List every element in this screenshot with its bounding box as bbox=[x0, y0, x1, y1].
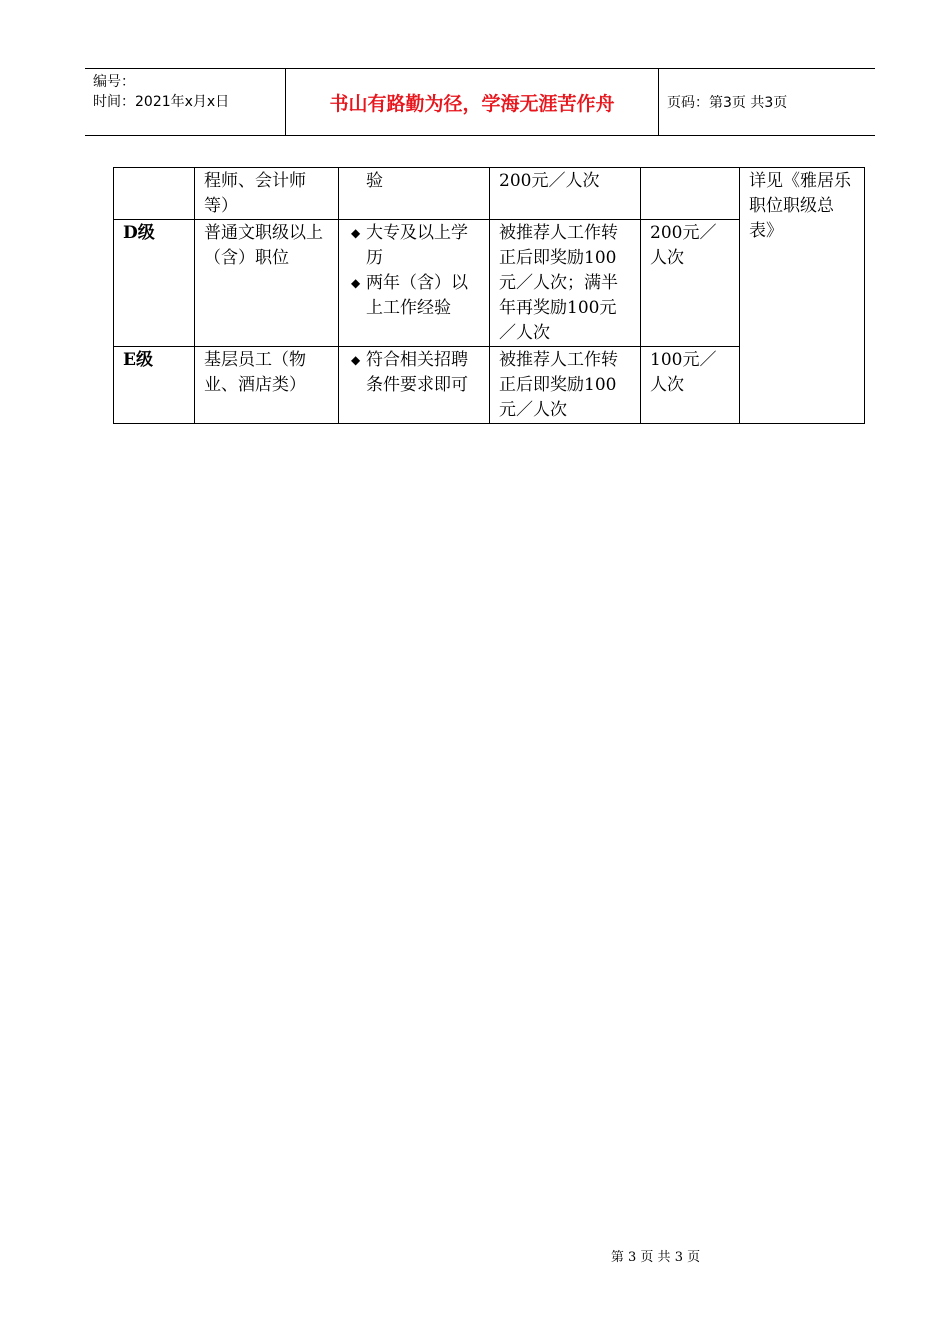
header-meta bbox=[85, 69, 286, 135]
header-page-label: 页码：第3页 共3页 bbox=[667, 95, 788, 111]
requirements-cell bbox=[339, 168, 490, 220]
doc-time-label: 时间：2021年x月x日 bbox=[93, 94, 230, 110]
reward-cell: 被推荐人工作转正后即奖励100元／人次 bbox=[490, 347, 641, 424]
reward-total-cell: 100元／人次 bbox=[641, 347, 740, 424]
position-cell: 普通文职级以上（含）职位 bbox=[195, 220, 339, 347]
level-cell bbox=[114, 168, 195, 220]
list-item: ◆ 两年（含）以上工作经验 bbox=[351, 273, 468, 318]
referral-reward-table bbox=[113, 167, 865, 424]
position-cell: 基层员工（物业、酒店类） bbox=[195, 347, 339, 424]
page-header bbox=[85, 68, 875, 136]
reward-total-cell: 200元／人次 bbox=[641, 220, 740, 347]
requirements-list bbox=[348, 221, 481, 321]
note-cell: 详见《雅居乐职位职级总表》 bbox=[740, 168, 865, 424]
reward-cell: 200元／人次 bbox=[490, 168, 641, 220]
list-item: ◆ 符合相关招聘条件要求即可 bbox=[351, 350, 468, 395]
doc-number-label: 编号： bbox=[93, 74, 135, 90]
requirements-list bbox=[348, 348, 481, 398]
table-row bbox=[114, 168, 865, 220]
level-cell: D级 bbox=[114, 220, 195, 347]
requirements-cell bbox=[339, 347, 490, 424]
diamond-bullet-icon: ◆ bbox=[351, 276, 361, 290]
reward-total-cell bbox=[641, 168, 740, 220]
reward-cell: 被推荐人工作转正后即奖励100元／人次；满半年再奖励100元／人次 bbox=[490, 220, 641, 347]
requirements-cell bbox=[339, 220, 490, 347]
diamond-bullet-icon: ◆ bbox=[351, 353, 361, 367]
header-motto: 书山有路勤为径，学海无涯苦作舟 bbox=[286, 69, 659, 135]
diamond-bullet-icon: ◆ bbox=[351, 226, 361, 240]
page-footer: 第 3 页 共 3 页 bbox=[610, 1250, 701, 1265]
position-cell: 程师、会计师等） bbox=[195, 168, 339, 220]
list-item: ◆ 大专及以上学历 bbox=[351, 223, 468, 268]
requirements-text: 验 bbox=[366, 171, 383, 191]
level-cell: E级 bbox=[114, 347, 195, 424]
